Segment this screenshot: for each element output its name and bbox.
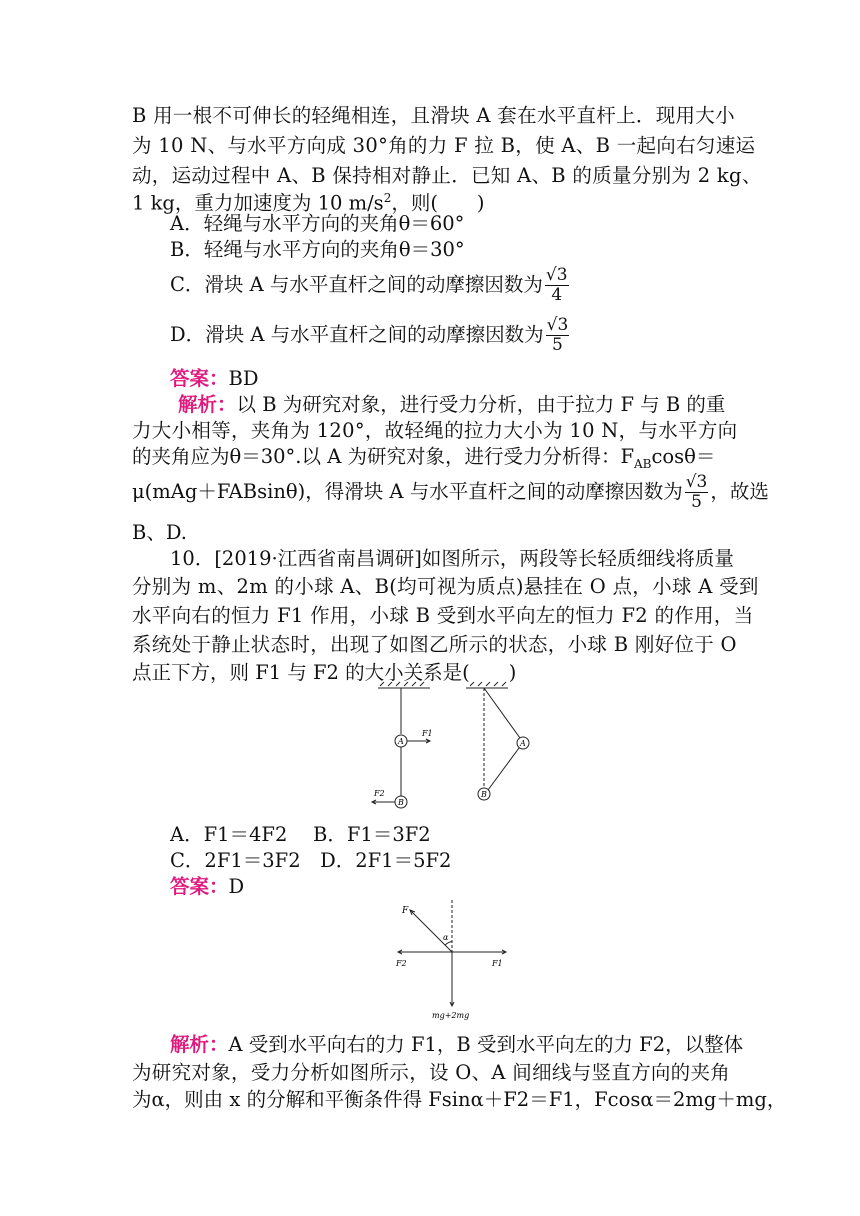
q10-answer <box>170 874 770 900</box>
q9-stem-line-1: B 用一根不可伸长的轻绳相连，且滑块 A 套在水平直杆上．现用大小 <box>132 104 735 127</box>
q9-option-d-text: D．滑块 A 与水平直杆之间的动摩擦因数为 <box>170 323 544 346</box>
q10-answer-label: 答案： <box>170 875 229 898</box>
q9-option-d-fraction <box>546 316 570 355</box>
q10-analysis-label: 解析： <box>170 1033 229 1056</box>
q9-analysis-text-4-end: ，故选 <box>710 480 769 503</box>
fig-label-a2: A <box>520 739 526 748</box>
q10-analysis-line-2: 为研究对象，受力分析如图所示，设 O、A 间细线与竖直方向的夹角 <box>132 1061 731 1084</box>
q9-analysis-text-1: 以 B 为研究对象，进行受力分析，由于拉力 F 与 B 的重 <box>236 393 726 416</box>
q9-option-b: B．轻绳与水平方向的夹角θ＝30° <box>170 238 465 261</box>
q9-stem-line-3: 动，运动过程中 A、B 保持相对静止．已知 A、B 的质量分别为 2 kg、 <box>132 164 762 187</box>
q10-stem-line-4: 系统处于静止状态时，出现了如图乙所示的状态，小球 B 刚好位于 O <box>132 633 737 656</box>
q9-stem-line-2: 为 10 N、与水平方向成 30°角的力 F 拉 B，使 A、B 一起向右匀速运 <box>132 134 756 157</box>
q9-analysis-line-5: B、D. <box>132 521 187 544</box>
q9-analysis-label: 解析： <box>178 393 237 416</box>
q10-options-cd: C．2F1＝3F2 D．2F1＝5F2 <box>170 849 452 872</box>
q9-option-a: A．轻绳与水平方向的夹角θ＝60° <box>170 212 465 235</box>
fig-label-b1: B <box>398 798 404 807</box>
q9-stem-sup: 2 <box>383 191 392 205</box>
q10-stem-line-5: 点正下方，则 F1 与 F2 的大小关系是( ) <box>132 661 517 684</box>
q9-option-c-text: C．滑块 A 与水平直杆之间的动摩擦因数为 <box>170 273 543 296</box>
q9-stem-line-4-text: 1 kg，重力加速度为 10 m/s <box>132 191 384 215</box>
q9-stem-line-4-end: ，则( ) <box>391 191 485 215</box>
q10-stem-line-1: 10．[2019·江西省南昌调研]如图所示，两段等长轻质细线将质量 <box>170 547 734 570</box>
q9-option-c-fraction <box>545 266 569 305</box>
q9-answer-value: BD <box>228 367 259 390</box>
q10-analysis-line-3: 为α，则由 x 的分解和平衡条件得 Fsinα＋F2＝F1，Fcosα＝2mg＋mg， <box>132 1088 787 1111</box>
q9-analysis-den: 5 <box>691 492 702 512</box>
q9-analysis-line-2: 力大小相等，夹角为 120°，故轻绳的拉力大小为 10 N，与水平方向 <box>132 419 738 442</box>
fig-label-f2: F2 <box>374 789 385 798</box>
q10-answer-value: D <box>228 875 245 898</box>
q9-analysis-text-3-end: cosθ＝ <box>651 445 716 468</box>
force-label-alpha: α <box>443 933 449 942</box>
q9-analysis-sub: AB <box>634 456 652 471</box>
pendulum-figure <box>370 686 526 812</box>
force-label-f: F <box>402 906 409 916</box>
q9-analysis-line-1 <box>178 392 738 418</box>
q9-analysis-num: √3 <box>685 472 708 492</box>
fig-label-b2: B <box>481 790 487 799</box>
q10-analysis-text-1: A 受到水平向右的力 F1，B 受到水平向左的力 F2，以整体 <box>228 1033 744 1056</box>
q9-option-d-den: 5 <box>552 335 563 355</box>
q9-analysis-fraction <box>685 473 709 512</box>
fig-label-f1: F1 <box>422 729 433 738</box>
q10-options-ab: A．F1＝4F2 B．F1＝3F2 <box>170 823 431 846</box>
force-label-f1: F1 <box>492 959 503 968</box>
q9-answer <box>170 366 770 392</box>
force-diagram <box>388 898 518 1020</box>
q10-analysis-line-1 <box>170 1032 744 1058</box>
q9-analysis-text-3: 的夹角应为θ＝30°.以 A 为研究对象，进行受力分析得：F <box>132 445 635 468</box>
q9-answer-label: 答案： <box>170 367 229 390</box>
q9-option-d-num: √3 <box>546 315 569 335</box>
force-label-gravity: mg+2mg <box>432 1011 470 1020</box>
q10-stem-line-3: 水平向右的恒力 F1 作用，小球 B 受到水平向左的恒力 F2 的作用，当 <box>132 604 754 627</box>
q10-stem-line-2: 分别为 m、2m 的小球 A、B(均可视为质点)悬挂在 O 点，小球 A 受到 <box>132 575 759 598</box>
q9-option-c-den: 4 <box>551 285 563 305</box>
q9-analysis-text-4: μ(mAg＋FABsinθ)，得滑块 A 与水平直杆之间的动摩擦因数为 <box>132 480 683 503</box>
force-label-f2: F2 <box>396 959 407 968</box>
fig-label-a1: A <box>398 737 404 746</box>
q9-option-d <box>170 313 770 357</box>
q9-option-c <box>170 263 770 307</box>
q9-option-c-num: √3 <box>545 265 568 285</box>
q9-analysis-line-4 <box>132 470 769 514</box>
